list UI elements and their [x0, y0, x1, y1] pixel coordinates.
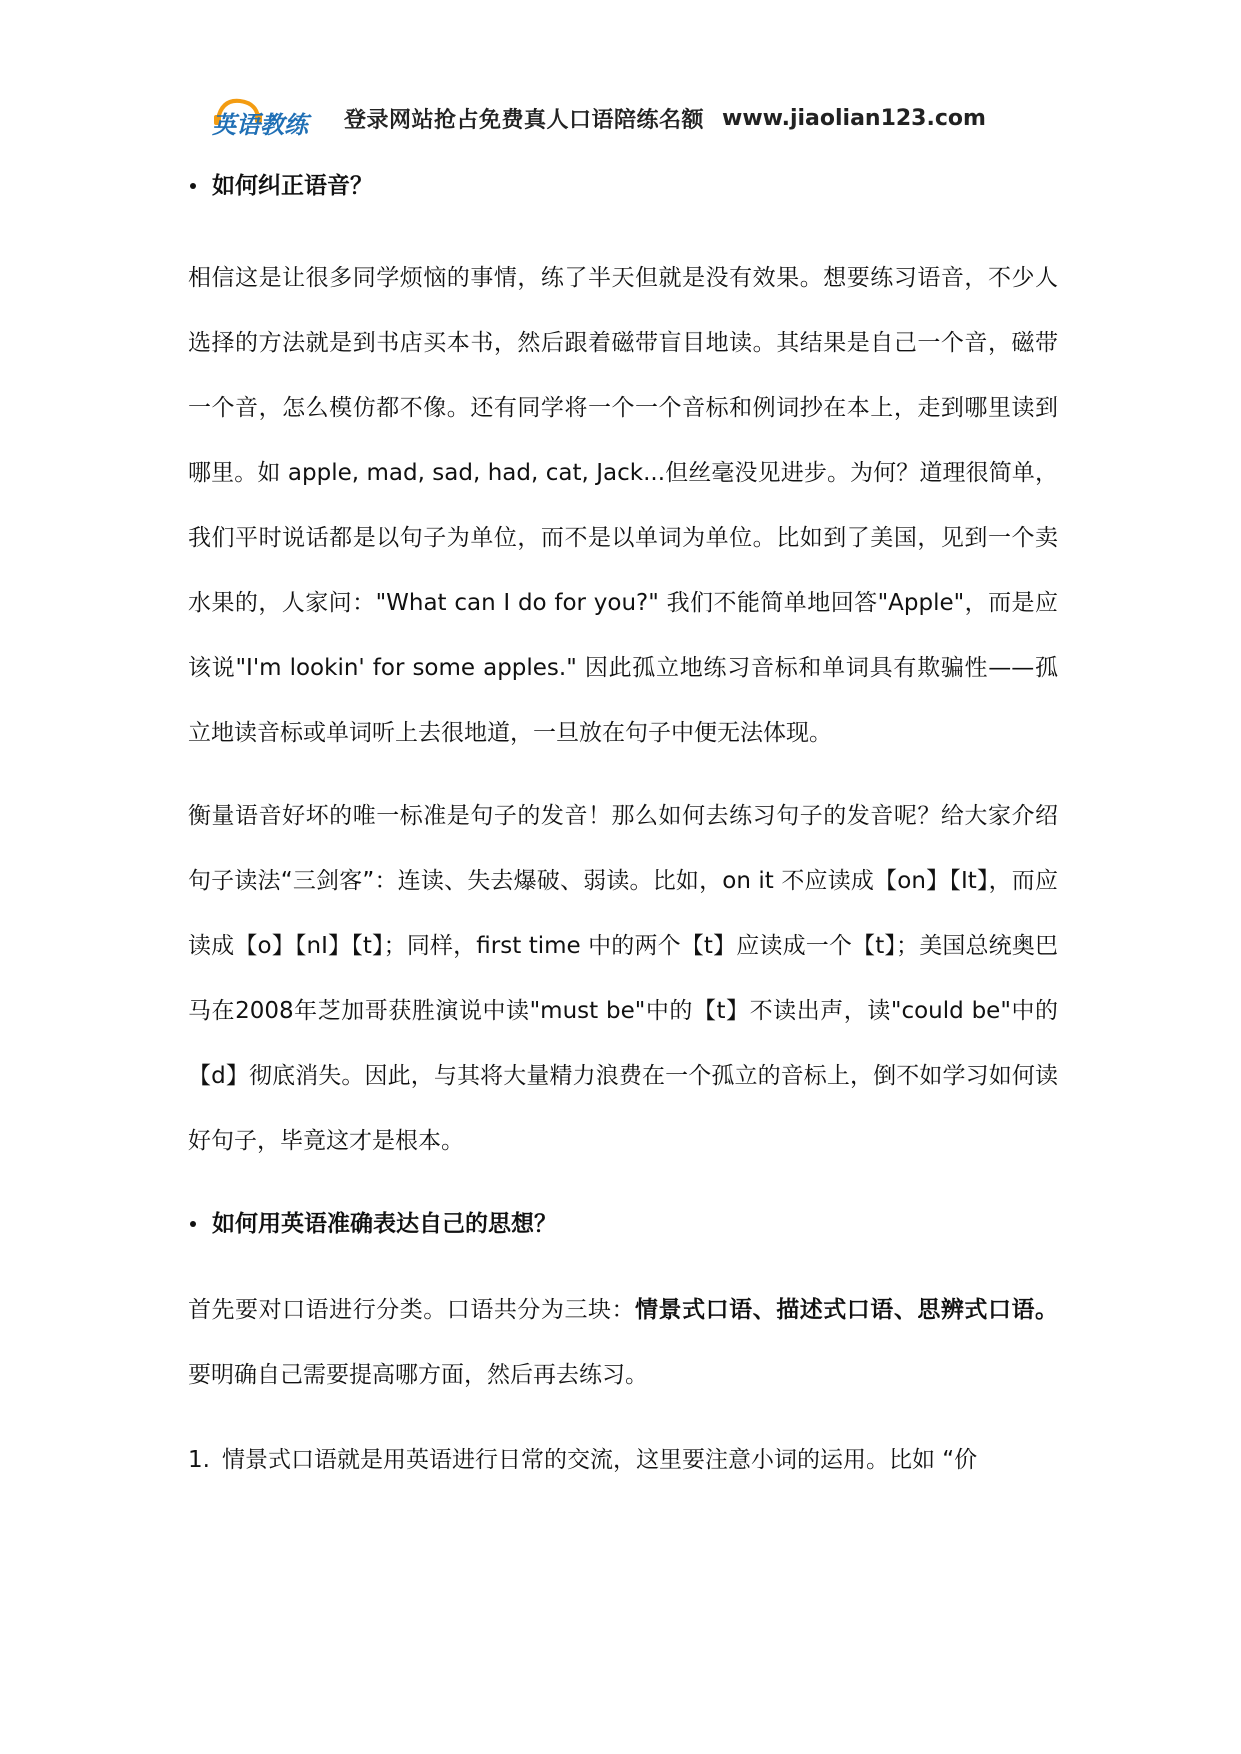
bullet-icon	[190, 1221, 196, 1227]
logo	[210, 92, 318, 144]
paragraph-sentence-pronunciation: 衡量语音好坏的唯一标准是句子的发音！那么如何去练习句子的发音呢？给大家介绍句子读法“三剑客”：连读、失去爆破、弱读。比如，on it 不应读成【on】【It】，而应读成【o】【nI】【t】；同样，first time 中的两个【t】应读成一个【t】；美国总统奥巴马在2008年芝加哥获胜演说中读"must be"中的【t】不读出声，读"could be"中的【d】彻底消失。因此，与其将大量精力浪费在一个孤立的音标上，倒不如学习如何读好句子，毕竟这才是根本。	[188, 803, 1058, 1154]
section-heading-pronunciation	[188, 158, 1058, 214]
list-item	[188, 1428, 1058, 1493]
logo-icon	[210, 95, 318, 141]
paragraph-bold-text: 情景式口语、描述式口语、思辨式口语。	[635, 1297, 1059, 1323]
paragraph-pronunciation-problem: 相信这是让很多同学烦恼的事情，练了半天但就是没有效果。想要练习语音，不少人选择的方法就是到书店买本书，然后跟着磁带盲目地读。其结果是自己一个音，磁带一个音，怎么模仿都不像。还有同学将一个一个音标和例词抄在本上，走到哪里读到哪里。如 apple, mad, sad, had, cat, Jack...但丝毫没见进步。为何？道理很简单，我们平时说话都是以句子为单位，而不是以单词为单位。比如到了美国，见到一个卖水果的，人家问："What can I do for you?" 我们不能简单地回答"Apple"，而是应该说"I'm lookin' for some apples." 因此孤立地练习音标和单词具有欺骗性——孤立地读音标或单词听上去很地道，一旦放在句子中便无法体现。	[188, 265, 1058, 746]
heading-text: 如何纠正语音？	[212, 173, 373, 199]
bullet-icon	[190, 183, 196, 189]
svg-text:英语教练: 英语教练	[212, 111, 308, 139]
paragraph-text: 要明确自己需要提高哪方面，然后再去练习。	[188, 1362, 648, 1388]
paragraph-speaking-categories	[188, 1278, 1058, 1408]
header-slogan: 登录网站抢占免费真人口语陪练名额	[344, 107, 705, 133]
page-header	[210, 92, 1030, 144]
document-body	[188, 158, 1058, 1493]
list-item-text: 情景式口语就是用英语进行日常的交流，这里要注意小词的运用。比如 “价	[221, 1447, 978, 1473]
heading-text: 如何用英语准确表达自己的思想？	[212, 1211, 557, 1237]
paragraph-text: 首先要对口语进行分类。口语共分为三块：	[188, 1297, 636, 1323]
list-item-number: 1.	[188, 1447, 210, 1473]
header-url[interactable]: www.jiaolian123.com	[722, 105, 986, 131]
section-heading-expression	[188, 1196, 1058, 1252]
